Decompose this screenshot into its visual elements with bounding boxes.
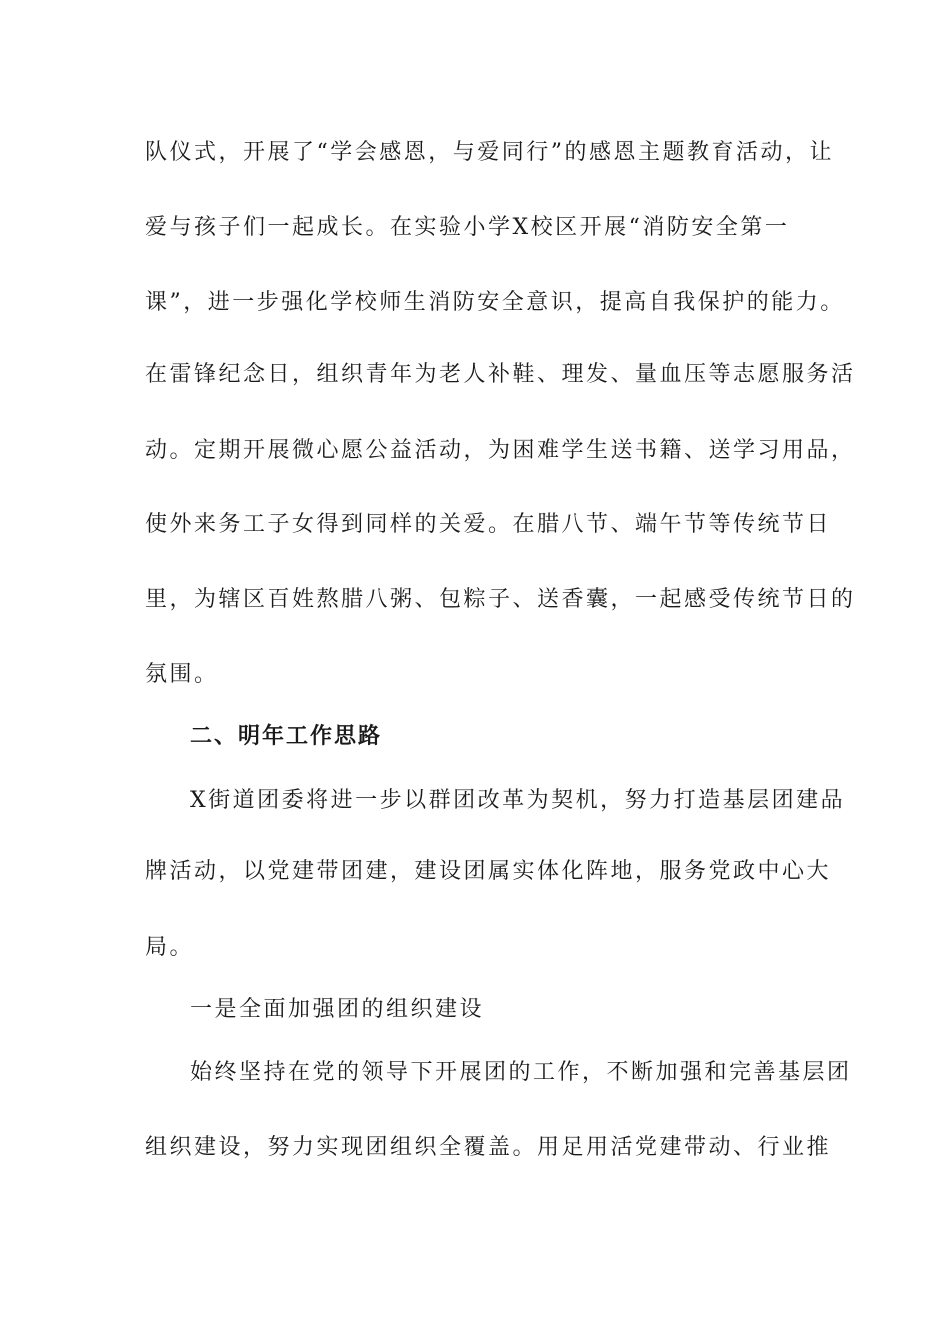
section-heading: 二、明年工作思路: [190, 724, 383, 749]
body-text-line: 始终坚持在党的领导下开展团的工作，不断加强和完善基层团: [190, 1060, 852, 1085]
body-text-line: 课”，进一步强化学校师生消防安全意识，提高自我保护的能力。: [145, 290, 845, 315]
body-text-line: X街道团委将进一步以群团改革为契机，努力打造基层团建品: [190, 788, 846, 813]
body-text-line: 队仪式，开展了“学会感恩，与爱同行”的感恩主题教育活动，让: [145, 140, 834, 165]
body-text-line: 里，为辖区百姓熬腊八粥、包粽子、送香囊，一起感受传统节日的: [145, 587, 856, 612]
body-text-line: 组织建设，努力实现团组织全覆盖。用足用活党建带动、行业推: [145, 1135, 832, 1160]
body-text-line: 氛围。: [145, 662, 219, 687]
body-text-line: 牌活动，以党建带团建，建设团属实体化阵地，服务党政中心大: [145, 859, 832, 884]
body-text-line: 局。: [145, 935, 195, 960]
body-text-line: 爱与孩子们一起成长。在实验小学X校区开展“消防安全第一: [145, 215, 790, 240]
body-text-line: 动。定期开展微心愿公益活动，为困难学生送书籍、送学习用品，: [145, 438, 856, 463]
subsection-heading: 一是全面加强团的组织建设: [190, 997, 485, 1022]
body-text-line: 使外来务工子女得到同样的关爱。在腊八节、端午节等传统节日: [145, 512, 832, 537]
body-text-line: 在雷锋纪念日，组织青年为老人补鞋、理发、量血压等志愿服务活: [145, 362, 856, 387]
